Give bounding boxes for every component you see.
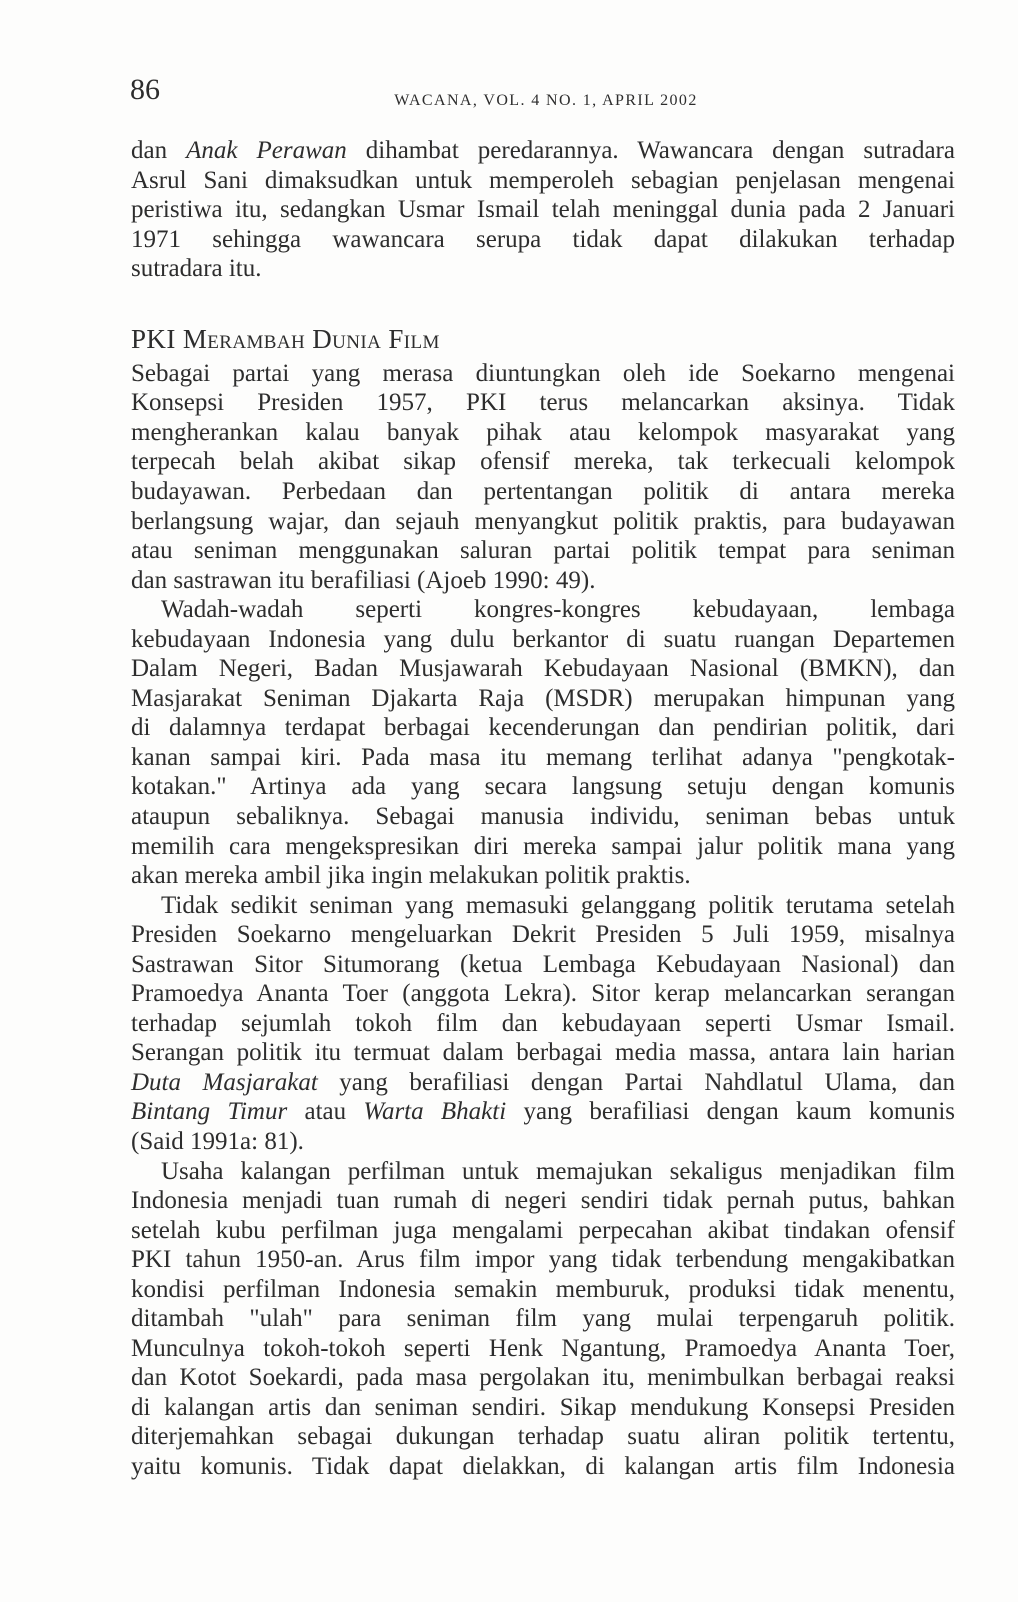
text-line: ataupun sebaliknya. Sebagai manusia individu, seniman bebas untuk	[131, 802, 955, 830]
text-line: Presiden Soekarno mengeluarkan Dekrit Presiden 5 Juli 1959, misalnya	[131, 921, 955, 949]
text-line: berlangsung wajar, dan sejauh menyangkut politik praktis, para budayawan	[131, 507, 955, 535]
paragraph	[131, 595, 955, 890]
italic-title: Duta Masjarakat	[131, 1068, 318, 1096]
section-heading: PKI Merambah Dunia Film	[131, 324, 440, 355]
text-line: Pramoedya Ananta Toer (anggota Lekra). Sitor kerap melancarkan serangan	[131, 980, 955, 1008]
text-line: dan Kotot Soekardi, pada masa pergolakan itu, menimbulkan berbagai reaksi	[131, 1364, 955, 1392]
italic-title: Anak Perawan	[186, 137, 347, 164]
text-line: Serangan politik itu termuat dalam berbagai media massa, antara lain harian	[131, 1039, 955, 1067]
article-body	[131, 136, 955, 1482]
text-line	[131, 1097, 955, 1127]
text-line: PKI tahun 1950-an. Arus film impor yang tidak terbendung mengakibatkan	[131, 1246, 955, 1274]
text-line: kebudayaan Indonesia yang dulu berkantor di suatu ruangan Departemen	[131, 625, 955, 653]
running-head: WACANA, VOL. 4 NO. 1, APRIL 2002	[394, 92, 698, 109]
italic-title: Warta Bhakti	[363, 1098, 507, 1126]
text-run: dihambat peredarannya. Wawancara dengan sutradara	[346, 137, 955, 164]
text-line: budayawan. Perbedaan dan pertentangan politik di antara mereka	[131, 477, 955, 505]
text-line: kondisi perfilman Indonesia semakin memburuk, produksi tidak menentu,	[131, 1275, 955, 1303]
text-line: peristiwa itu, sedangkan Usmar Ismail telah meninggal dunia pada 2 Januari	[131, 196, 955, 224]
text-line: terhadap sejumlah tokoh film dan kebudayaan seperti Usmar Ismail.	[131, 1009, 955, 1037]
text-run: yang berafiliasi dengan kaum komunis	[506, 1098, 955, 1126]
text-line: di dalamnya terdapat berbagai kecenderungan dan pendirian politik, dari	[131, 714, 955, 742]
text-run: atau	[287, 1098, 364, 1126]
paragraph-continues	[131, 1157, 955, 1482]
text-line: Asrul Sani dimaksudkan untuk memperoleh sebagian penjelasan mengenai	[131, 166, 955, 194]
text-line: Sebagai partai yang merasa diuntungkan oleh ide Soekarno mengenai	[131, 359, 955, 387]
text-line: ditambah "ulah" para seniman film yang mulai terpengaruh politik.	[131, 1305, 955, 1333]
text-line: Usaha kalangan perfilman untuk memajukan sekaligus menjadikan film	[161, 1157, 955, 1185]
text-line: Konsepsi Presiden 1957, PKI terus melancarkan aksinya. Tidak	[131, 389, 955, 417]
paragraph	[131, 359, 955, 595]
text-line: sutradara itu.	[131, 255, 262, 283]
text-line: Dalam Negeri, Badan Musjawarah Kebudayaan Nasional (BMKN), dan	[131, 655, 955, 683]
italic-title: Bintang Timur	[131, 1098, 288, 1126]
text-line: terpecah belah akibat sikap ofensif mereka, tak terkecuali kelompok	[131, 448, 955, 476]
text-line: di kalangan artis dan seniman sendiri. Sikap mendukung Konsepsi Presiden	[131, 1393, 955, 1421]
text-line: Wadah-wadah seperti kongres-kongres kebudayaan, lembaga	[161, 596, 955, 624]
text-line: dan sastrawan itu berafiliasi (Ajoeb 1990: 49).	[131, 566, 596, 594]
text-line: 1971 sehingga wawancara serupa tidak dapat dilakukan terhadap	[131, 225, 955, 253]
text-line: kanan sampai kiri. Pada masa itu memang terlihat adanya "pengkotak-	[131, 743, 955, 771]
text-line: (Said 1991a: 81).	[131, 1127, 304, 1155]
text-line: Tidak sedikit seniman yang memasuki gelanggang politik terutama setelah	[161, 891, 955, 919]
text-line: kotakan." Artinya ada yang secara langsung setuju dengan komunis	[131, 773, 955, 801]
text-line: diterjemahkan sebagai dukungan terhadap suatu aliran politik tertentu,	[131, 1423, 955, 1451]
text-line: setelah kubu perfilman juga mengalami perpecahan akibat tindakan ofensif	[131, 1216, 955, 1244]
text-line	[131, 136, 955, 166]
text-line: Masjarakat Seniman Djakarta Raja (MSDR) merupakan himpunan yang	[131, 684, 955, 712]
text-line: Munculnya tokoh-tokoh seperti Henk Ngantung, Pramoedya Ananta Toer,	[131, 1334, 955, 1362]
text-line: akan mereka ambil jika ingin melakukan politik praktis.	[131, 862, 691, 890]
text-line: yaitu komunis. Tidak dapat dielakkan, di kalangan artis film Indonesia	[131, 1453, 955, 1480]
text-line: mengherankan kalau banyak pihak atau kelompok masyarakat yang	[131, 418, 955, 446]
text-run: dan	[131, 137, 187, 164]
page-number: 86	[130, 73, 160, 106]
text-line: Indonesia menjadi tuan rumah di negeri sendiri tidak pernah putus, bahkan	[131, 1187, 955, 1215]
text-line: memilih cara mengekspresikan diri mereka sampai jalur politik mana yang	[131, 832, 955, 860]
text-line: atau seniman menggunakan saluran partai politik tempat para seniman	[131, 537, 955, 565]
text-line: Sastrawan Sitor Situmorang (ketua Lembaga Kebudayaan Nasional) dan	[131, 950, 955, 978]
text-line	[131, 1068, 955, 1098]
paragraph	[131, 891, 955, 1157]
text-run: yang berafiliasi dengan Partai Nahdlatul Ulama, dan	[317, 1068, 955, 1096]
paragraph-continued	[131, 136, 955, 284]
